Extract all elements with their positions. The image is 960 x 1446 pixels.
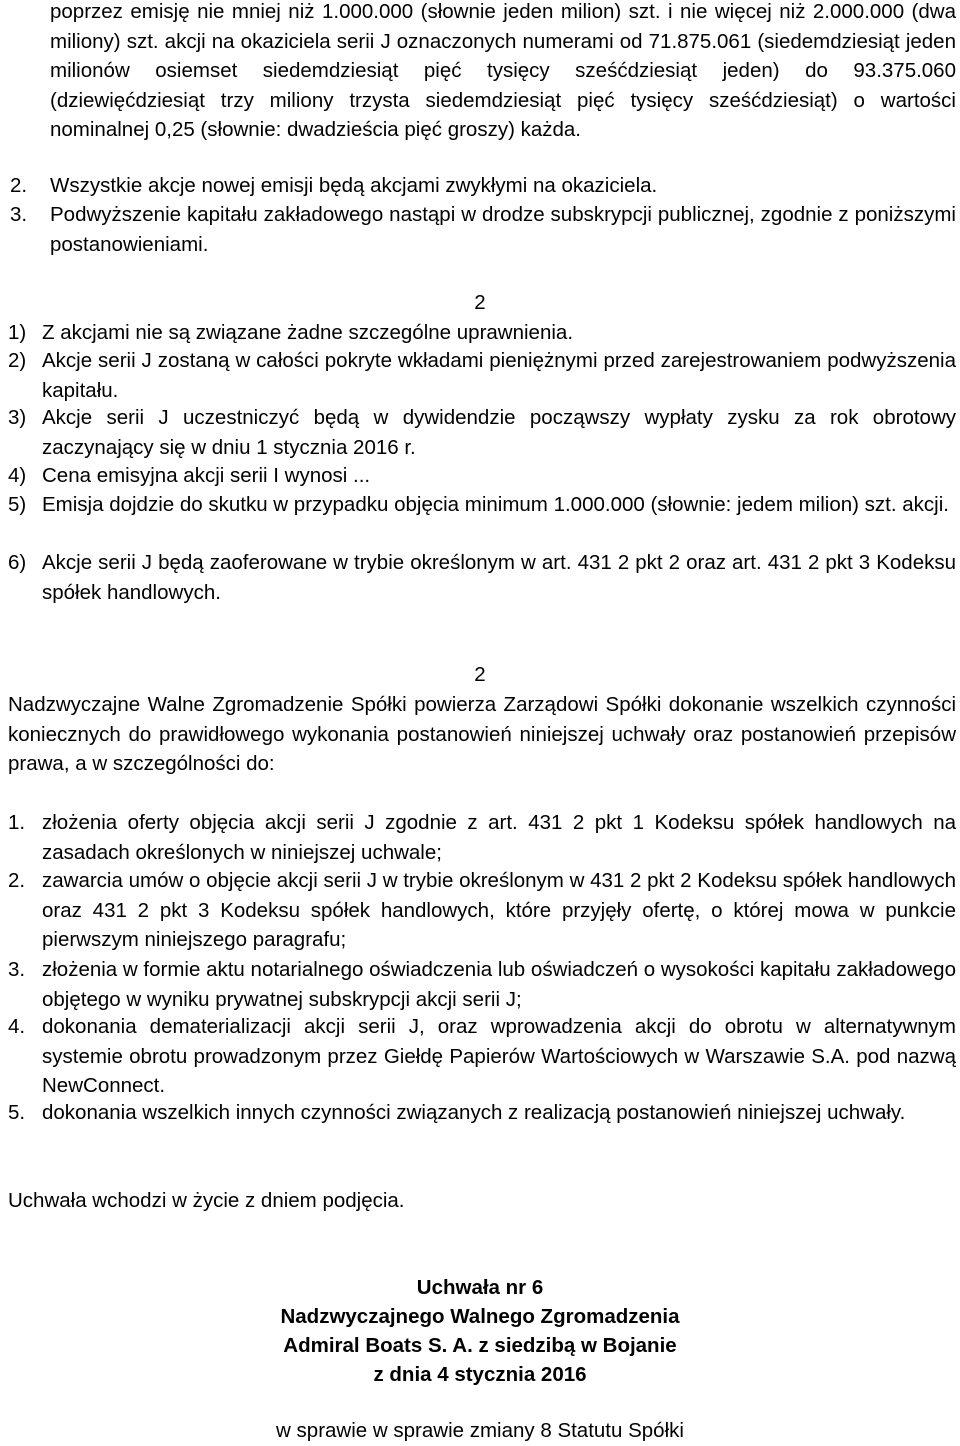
provision-text: Emisja dojdzie do skutku w przypadku objęcia minimum 1.000.000 (słownie: jedem milion) szt. akcji. xyxy=(42,493,949,516)
task-number: 2. xyxy=(8,869,26,892)
section-heading: 2 xyxy=(474,663,486,686)
task-number: 1. xyxy=(8,811,26,834)
resolution-company: Admiral Boats S. A. z siedzibą w Bojanie xyxy=(283,1334,677,1357)
effective-clause: Uchwała wchodzi w życie z dniem podjęcia. xyxy=(8,1189,405,1212)
task-text: złożenia oferty objęcia akcji serii J zgodnie z art. 431 2 pkt 1 Kodeksu spółek handlowych na zasadach określonych w niniejszej uchwale; xyxy=(42,811,956,864)
provision-text: Z akcjami nie są związane żadne szczególne uprawnienia. xyxy=(42,321,574,344)
task-number: 4. xyxy=(8,1015,26,1038)
section-heading: 2 xyxy=(474,291,486,314)
task-number: 5. xyxy=(8,1101,26,1124)
task-text: dokonania dematerializacji akcji serii J, oraz wprowadzenia akcji do obrotu w alternatywnym systemie obrotu prowadzonym przez Giełdę Papierów Wartościowych w Warszawie S.A. pod nazwą NewConnect. xyxy=(42,1015,956,1098)
task-number: 3. xyxy=(8,958,26,981)
resolution-title: Uchwała nr 6 xyxy=(416,1276,544,1299)
task-text: złożenia w formie aktu notarialnego oświadczenia lub oświadczeń o wysokości kapitału zakładowego objętego w wyniku prywatnej subskrypcji akcji serii J; xyxy=(42,958,956,1011)
provision-number: 6) xyxy=(8,551,27,574)
task-text: zawarcia umów o objęcie akcji serii J w trybie określonym w 431 2 pkt 2 Kodeksu spółek handlowych oraz 431 2 pkt 3 Kodeksu spółek handlowych, które przyjęły ofertę, o której mowa w punkcie pierwszym niniejszego paragrafu; xyxy=(42,869,956,952)
provision-number: 2) xyxy=(8,349,27,372)
point-number: 3. xyxy=(10,203,28,226)
provision-text: Akcje serii J zostaną w całości pokryte wkładami pieniężnymi przed zarejestrowaniem podwyższenia kapitału. xyxy=(42,349,956,402)
provision-number: 1) xyxy=(8,321,27,344)
point-text: Podwyższenie kapitału zakładowego nastąpi w drodze subskrypcji publicznej, zgodnie z poniższymi postanowieniami. xyxy=(50,203,956,256)
provision-text: Akcje serii J będą zaoferowane w trybie określonym w art. 431 2 pkt 2 oraz art. 431 2 pkt 3 Kodeksu spółek handlowych. xyxy=(42,551,956,604)
provision-text: Cena emisyjna akcji serii I wynosi ... xyxy=(42,464,371,487)
mandate-paragraph: Nadzwyczajne Walne Zgromadzenie Spółki powierza Zarządowi Spółki dokonanie wszelkich czynności koniecznych do prawidłowego wykonania postanowień niniejszej uchwały oraz postanowień przepisów prawa, a w szczególności do: xyxy=(8,693,956,776)
provision-text: Akcje serii J uczestniczyć będą w dywidendzie począwszy wypłaty zysku za rok obrotowy zaczynający się w dniu 1 stycznia 2016 r. xyxy=(42,406,956,459)
intro-continuation: poprzez emisję nie mniej niż 1.000.000 (słownie jeden milion) szt. i nie więcej niż 2.000.000 (dwa miliony) szt. akcji na okaziciela serii J oznaczonych numerami od 71.875.061 (siedemdziesiąt jeden milionów osiemset siedemdziesiąt pięć tysięcy sześćdziesiąt jeden) do 93.375.060 (dziewięćdziesiąt trzy miliony trzysta siedemdziesiąt pięć tysięcy sześćdziesiąt) o wartości nominalnej 0,25 (słownie: dwadzieścia pięć groszy) każda. xyxy=(50,0,956,142)
provision-number: 3) xyxy=(8,406,27,429)
task-text: dokonania wszelkich innych czynności związanych z realizacją postanowień niniejszej uchwały. xyxy=(42,1101,906,1124)
resolution-body: Nadzwyczajnego Walnego Zgromadzenia xyxy=(280,1305,680,1328)
point-text: Wszystkie akcje nowej emisji będą akcjami zwykłymi na okaziciela. xyxy=(50,174,658,197)
resolution-date: z dnia 4 stycznia 2016 xyxy=(373,1363,587,1386)
provision-number: 4) xyxy=(8,464,27,487)
provision-number: 5) xyxy=(8,493,27,516)
point-number: 2. xyxy=(10,174,28,197)
resolution-subject: w sprawie w sprawie zmiany 8 Statutu Spółki xyxy=(276,1419,684,1442)
